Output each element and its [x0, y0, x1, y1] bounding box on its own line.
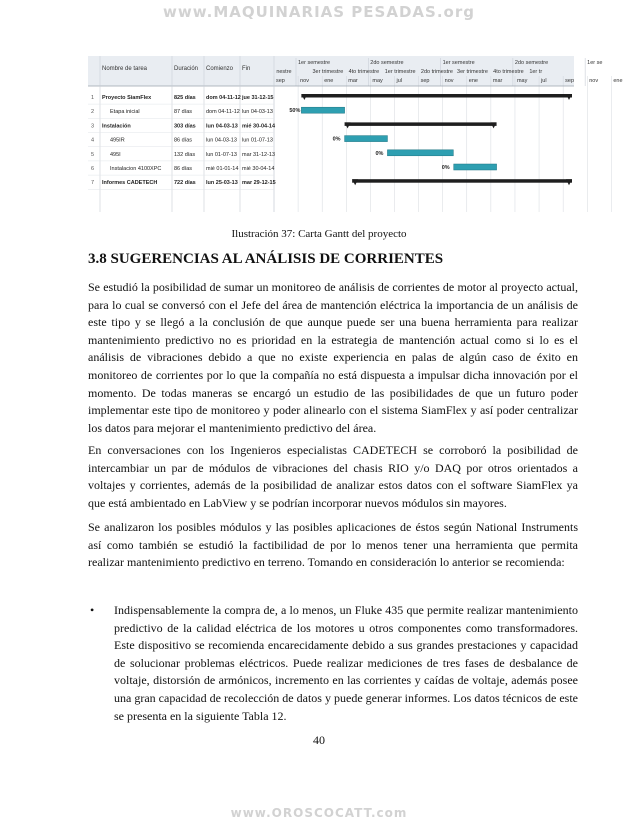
- gantt-semester-label: 1er semestre: [298, 60, 331, 66]
- gantt-month-label: mar: [348, 78, 358, 84]
- gantt-progress-label: 0%: [375, 150, 384, 157]
- gantt-month-label: nov: [444, 78, 454, 84]
- gantt-month-label: ene: [613, 78, 623, 84]
- gantt-progress-label: 0%: [332, 136, 341, 143]
- gantt-header-task: Nombre de tarea: [102, 66, 148, 72]
- gantt-quarter-label: 3er trimestre: [312, 69, 344, 75]
- gantt-header-start: Comienzo: [206, 66, 234, 72]
- gantt-row-end: lun 01-07-13: [242, 137, 273, 144]
- gantt-quarter-label: 1er trimestre: [384, 69, 416, 75]
- gantt-row-id: 7: [91, 180, 95, 187]
- gantt-row-name: Etapa inicial: [110, 109, 140, 116]
- gantt-semester-label: 2do semestre: [370, 60, 404, 66]
- gantt-row-id: 6: [91, 166, 95, 172]
- gantt-row-name: 495IR: [110, 137, 125, 144]
- gantt-row-id: 4: [91, 137, 95, 144]
- gantt-row-start: lun 04-03-13: [206, 137, 237, 144]
- gantt-row-name: Informes CADETECH: [102, 180, 158, 187]
- gantt-row-duration: 86 días: [174, 137, 193, 144]
- bullet-text: Indispensablemente la compra de, a lo menos, un Fluke 435 que permite realizar mantenimiento predictivo de la calidad eléctrica de los motores u otros componentes como transformadores. Este dispositivo se recomienda encarecidamente debido a sus grandes prestaciones y capacidad de solucionar problemas eléctricos. Puede realizar mediciones de tres fases de desbalance de voltaje, distorsión de armónicos, incremento en las corrientes y caídas de voltaje, además posee una gran capacidad de recolección de datos y puede generar informes. Los datos técnicos de este se presenta en la siguiente Tabla 12.: [114, 603, 578, 723]
- gantt-month-label: mar: [492, 78, 503, 84]
- gantt-row-id: 1: [91, 95, 95, 101]
- gantt-row-end: mar 29-12-15: [242, 180, 276, 187]
- page-number: 40: [313, 733, 325, 747]
- gantt-semester-label: 1er se: [587, 60, 603, 66]
- section-title: 3.8 SUGERENCIAS AL ANÁLISIS DE CORRIENTES: [88, 251, 444, 267]
- gantt-task-bar: [345, 136, 388, 142]
- gantt-svg: [88, 56, 623, 212]
- gantt-month-label: may: [372, 78, 383, 84]
- gantt-row-start: dom 04-11-12: [206, 95, 241, 101]
- gantt-row-start: lun 01-07-13: [206, 151, 237, 158]
- gantt-row-end: mié 30-04-14: [242, 166, 275, 172]
- gantt-summary-bar: [301, 94, 572, 98]
- gantt-row-end: lun 04-03-13: [242, 109, 273, 116]
- gantt-month-label: jul: [541, 78, 547, 84]
- gantt-row-id: 3: [91, 123, 95, 130]
- bullet-list: [88, 602, 578, 725]
- gantt-row-start: mié 01-01-14: [206, 166, 239, 172]
- gantt-month-label: ene: [468, 78, 478, 84]
- gantt-quarter-label: 2do trimestre: [420, 69, 454, 75]
- gantt-row-duration: 86 días: [174, 166, 193, 172]
- watermark-bottom: www.OROSCOCATT.com: [230, 806, 408, 820]
- gantt-row-name: Instalacion 4100XPC: [110, 166, 162, 172]
- gantt-row-duration: 722 días: [174, 180, 196, 187]
- gantt-row-duration: 825 días: [174, 95, 196, 101]
- gantt-month-label: sep: [276, 78, 285, 84]
- gantt-row-name: Instalación: [102, 123, 131, 130]
- gantt-summary-bar: [352, 179, 572, 183]
- gantt-quarter-label: nestre: [276, 69, 292, 75]
- gantt-month-label: nov: [589, 78, 599, 84]
- gantt-task-bar: [301, 107, 344, 113]
- gantt-row-id: 5: [91, 151, 95, 158]
- gantt-quarter-label: 3er trimestre: [457, 69, 488, 75]
- gantt-task-bar: [454, 164, 497, 170]
- paragraph-1: Se estudió la posibilidad de sumar un monitoreo de análisis de corrientes de motor al proyecto actual, para lo cual se conversó con el Jefe del área de mantención eléctrica la importancia de un análisis de este tipo y se llegó a la conclusión de que aunque puede ser una buena herramienta para realizar mantenimiento predictivo no es prioridad en la estrategia de mantención actual como si lo es el análisis de vibraciones debido a que no existe experiencia en palas de algún caso de éxito en monitoreo de corrientes por lo que la compañía no está dispuesta a impulsar dicha innovación por el momento. De todas maneras se encargó un estudio de las posibilidades de que un futuro poder implementar este tipo de monitoreo y poder alinearlo con el sistema SiamFlex y así poder centralizar los datos para mejorar el mantenimiento predictivo del área.: [88, 280, 578, 435]
- gantt-row-end: mar 31-12-13: [242, 151, 276, 158]
- gantt-row-id: 2: [91, 109, 95, 116]
- paragraph-2: En conversaciones con los Ingenieros especialistas CADETECH se corroboró la posibilidad de intercambiar un par de módulos de vibraciones del chasis RIO y/o DAQ por otros orientados a voltajes y corrientes, además de la posibilidad de analizar estos datos con el software SiamFlex ya que está ambientado en LabView y se podrían incorporar nuevos módulos sin mayores.: [88, 443, 578, 510]
- gantt-body-bg: [88, 86, 574, 212]
- watermark-top: www.MAQUINARIAS PESADAS.org: [163, 3, 475, 21]
- gantt-month-label: nov: [300, 78, 309, 84]
- gantt-quarter-label: 4to trimestre: [493, 69, 524, 75]
- gantt-semester-label: 2do semestre: [514, 60, 549, 66]
- gantt-row-duration: 303 días: [174, 123, 196, 130]
- gantt-row-start: lun 25-03-13: [206, 180, 238, 187]
- gantt-progress-label: 50%: [289, 108, 301, 115]
- gantt-row-end: jue 31-12-15: [242, 95, 274, 101]
- gantt-month-label: ene: [324, 78, 334, 84]
- gantt-task-bar: [387, 150, 453, 156]
- gantt-row-duration: 132 días: [174, 151, 196, 158]
- bullet-symbol: •: [90, 603, 95, 617]
- gantt-row-start: lun 04-03-13: [206, 123, 238, 130]
- gantt-month-label: sep: [420, 78, 430, 84]
- gantt-semester-label: 1er semestre: [442, 60, 475, 66]
- gantt-header-end: Fin: [242, 66, 251, 72]
- gantt-month-label: may: [516, 78, 528, 84]
- gantt-chart: [88, 56, 623, 212]
- gantt-progress-label: 0%: [441, 165, 450, 171]
- gantt-summary-bar: [345, 122, 497, 126]
- gantt-row-duration: 87 días: [174, 109, 193, 116]
- gantt-row-name: 495I: [110, 151, 121, 158]
- paragraph-3: Se analizaron los posibles módulos y las posibles aplicaciones de éstos según National Instruments así como también se estudió la factibilidad de por lo menos tener una herramienta que permita realizar mantenimiento predictivo en terreno. Tomando en consideración lo anterior se recomienda:: [88, 520, 578, 570]
- gantt-quarter-label: 1er tr: [529, 69, 543, 75]
- gantt-month-label: jul: [396, 78, 402, 84]
- gantt-quarter-label: 4to trimestre: [348, 69, 380, 75]
- gantt-row-end: mié 30-04-14: [242, 123, 276, 130]
- gantt-row-start: dom 04-11-12: [206, 109, 240, 116]
- figure-caption: Ilustración 37: Carta Gantt del proyecto: [231, 228, 407, 240]
- gantt-header-duration: Duración: [174, 66, 199, 72]
- gantt-month-label: sep: [565, 78, 575, 84]
- gantt-row-name: Proyecto SiamFlex: [102, 95, 152, 101]
